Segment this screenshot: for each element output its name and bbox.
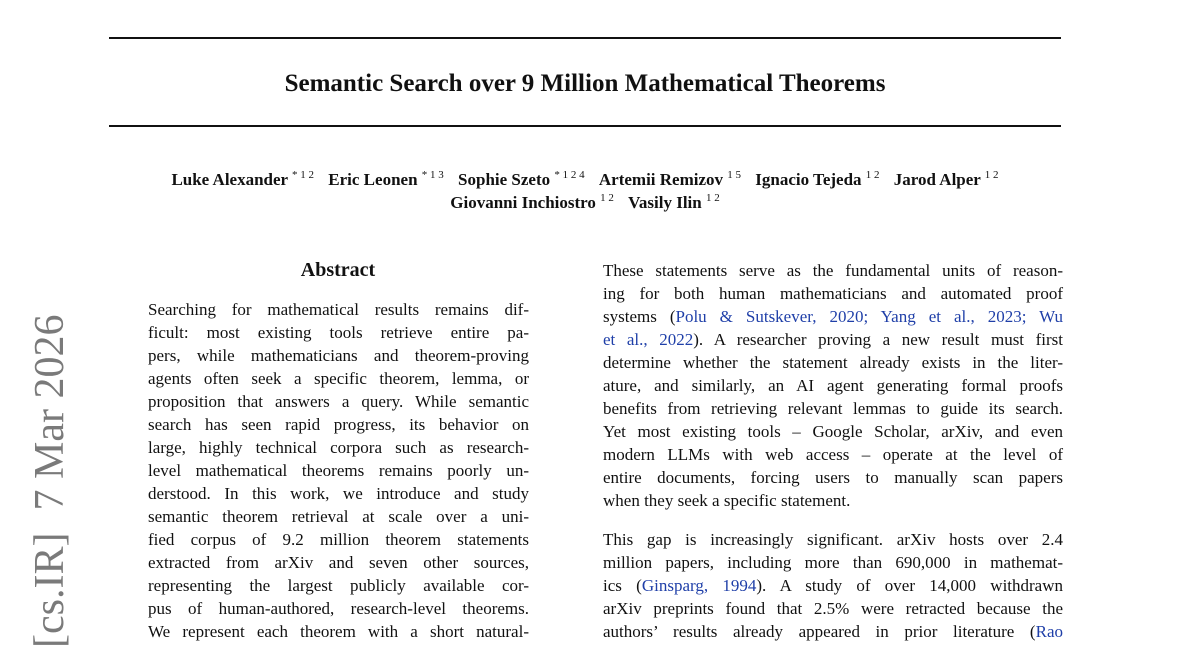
abstract-line: Searching for mathematical results remains dif-	[148, 300, 529, 319]
abstract-line: extracted from arXiv and seven other sources,	[148, 553, 529, 572]
author: Jarod Alper $^{1 2}$	[893, 169, 999, 189]
body-line: when they seek a specific statement.	[603, 491, 851, 510]
body-line: Yet most existing tools – Google Scholar, arXiv, and even	[603, 422, 1063, 441]
body-line: entire documents, forcing users to manually scan papers	[603, 468, 1063, 487]
citation-link[interactable]: et al., 2022	[603, 330, 694, 349]
citation-link[interactable]: Ginsparg, 1994	[641, 576, 757, 595]
arxiv-stamp	[25, 293, 75, 648]
body-line: This gap is increasingly significant. arXiv hosts over 2.4	[603, 530, 1063, 549]
arxiv-date: 7 Mar 2026	[27, 314, 73, 511]
abstract-line: derstood. In this work, we introduce and study	[148, 484, 529, 503]
author: Giovanni Inchiostro $^{1 2}$	[450, 192, 614, 212]
author: Sophie Szeto $^{* 1 2 4}$	[458, 169, 585, 189]
body-line: systems (Polu & Sutskever, 2020; Yang et al., 2023; Wu	[603, 307, 1064, 326]
body-line: ature, and similarly, an AI agent generating formal proofs	[603, 376, 1063, 395]
abstract-line: proposition that answers a query. While semantic	[148, 392, 529, 411]
body-line: determine whether the statement already exists in the liter-	[603, 353, 1063, 372]
abstract-line: ficult: most existing tools retrieve entire pa-	[148, 323, 529, 342]
abstract-line: search has seen rapid progress, its behavior on	[148, 415, 529, 434]
paper-title: Semantic Search over 9 Million Mathematical Theorems	[284, 70, 886, 97]
author: Luke Alexander $^{* 1 2}$	[171, 169, 315, 189]
title-rule-top	[109, 37, 1061, 39]
citation-link[interactable]: Rao	[1035, 622, 1063, 641]
author-list-line-1	[0, 169, 1170, 191]
title-rule-bottom	[109, 125, 1061, 127]
body-line: modern LLMs with web access – operate at the level of	[603, 445, 1063, 464]
abstract-line: representing the largest publicly available cor-	[148, 576, 529, 595]
abstract-line: agents often seek a specific theorem, lemma, or	[148, 369, 529, 388]
abstract-line: We represent each theorem with a short natural-	[148, 622, 529, 641]
citation-link[interactable]: Polu & Sutskever, 2020; Yang et al., 2023; Wu	[675, 307, 1064, 326]
author: Artemii Remizov $^{1 5}$	[598, 169, 742, 189]
body-line: ing for both human mathematicians and automated proof	[603, 284, 1063, 303]
arxiv-category: [cs.IR]	[27, 532, 73, 648]
abstract-line: fied corpus of 9.2 million theorem statements	[148, 530, 529, 549]
author: Ignacio Tejeda $^{1 2}$	[755, 169, 880, 189]
abstract-line: level mathematical theorems remains poorly un-	[148, 461, 529, 480]
author-list-line-2	[0, 192, 1170, 214]
abstract-heading: Abstract	[300, 259, 376, 281]
body-line: These statements serve as the fundamental units of reason-	[603, 261, 1063, 280]
abstract-line: pers, while mathematicians and theorem-proving	[148, 346, 529, 365]
abstract-line: pus of human-authored, research-level theorems.	[148, 599, 529, 618]
body-line: million papers, including more than 690,000 in mathemat-	[603, 553, 1063, 572]
body-line: benefits from retrieving relevant lemmas to guide its search.	[603, 399, 1063, 418]
body-line: authors’ results already appeared in prior literature (Rao	[603, 622, 1063, 641]
author: Eric Leonen $^{* 1 3}$	[328, 169, 444, 189]
abstract-line: large, highly technical corpora such as research-	[148, 438, 529, 457]
abstract-line: semantic theorem retrieval at scale over a uni-	[148, 507, 529, 526]
author: Vasily Ilin $^{1 2}$	[628, 192, 720, 212]
body-line: ics (Ginsparg, 1994). A study of over 14,000 withdrawn	[603, 576, 1064, 595]
body-line: et al., 2022). A researcher proving a new result must first	[603, 330, 1063, 349]
body-line: arXiv preprints found that 2.5% were retracted because the	[603, 599, 1063, 618]
